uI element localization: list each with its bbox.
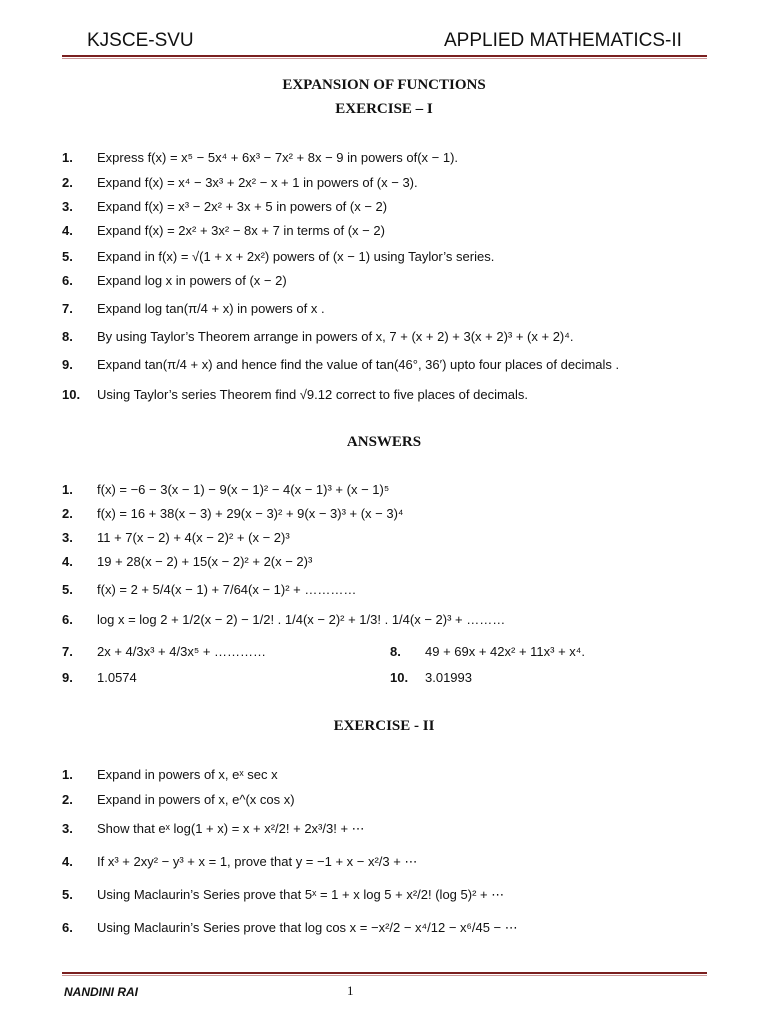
answer-item: 11 + 7(x − 2) + 4(x − 2)² + (x − 2)³: [97, 530, 290, 545]
exercise1-item: Expand f(x) = x⁴ − 3x³ + 2x² − x + 1 in powers of (x − 3).: [97, 175, 418, 190]
answers-title: ANSWERS: [346, 434, 422, 450]
exercise1-item: Expand in f(x) = √(1 + x + 2x²) powers of (x − 1) using Taylor’s series.: [97, 249, 495, 264]
item-number: 6.: [62, 920, 73, 935]
page-title: EXPANSION OF FUNCTIONS: [282, 77, 486, 93]
item-number: 3.: [62, 199, 73, 214]
footer-author: NANDINI RAI: [64, 985, 138, 999]
item-number: 10.: [62, 387, 81, 402]
answer-item: 1.0574: [97, 670, 137, 685]
answer-item: 49 + 69x + 42x² + 11x³ + x⁴.: [425, 644, 585, 659]
item-number: 9.: [62, 670, 73, 685]
answer-item: f(x) = 16 + 38(x − 3) + 29(x − 3)² + 9(x − 3)³ + (x − 3)⁴: [97, 506, 404, 521]
exercise2-item: Expand in powers of x, eˣ sec x: [97, 767, 278, 782]
answer-item: 3.01993: [425, 670, 472, 685]
header-right: APPLIED MATHEMATICS-II: [444, 30, 682, 51]
exercise2-item: Expand in powers of x, e^(x cos x): [97, 792, 295, 807]
item-number: 3.: [62, 530, 73, 545]
item-number: 6.: [62, 612, 73, 627]
exercise2-item: Show that eˣ log(1 + x) = x + x²/2! + 2x³/3! + ⋯: [97, 821, 365, 836]
answer-item: f(x) = 2 + 5/4(x − 1) + 7/64(x − 1)² + …………: [97, 582, 357, 597]
item-number: 9.: [62, 357, 73, 372]
page-number: 1: [347, 983, 354, 998]
answer-item: 19 + 28(x − 2) + 15(x − 2)² + 2(x − 2)³: [97, 554, 313, 569]
exercise1-item: Expand f(x) = 2x² + 3x² − 8x + 7 in terms of (x − 2): [97, 223, 385, 238]
footer-rule: [62, 972, 707, 976]
item-number: 1.: [62, 150, 73, 165]
answer-item: f(x) = −6 − 3(x − 1) − 9(x − 1)² − 4(x − 1)³ + (x − 1)⁵: [97, 482, 390, 497]
answer-item: log x = log 2 + 1/2(x − 2) − 1/2! . 1/4(x − 2)² + 1/3! . 1/4(x − 2)³ + ………: [97, 612, 506, 627]
item-number: 1.: [62, 482, 73, 497]
answer-item: 2x + 4/3x³ + 4/3x⁵ + …………: [97, 644, 267, 659]
exercise2-title: EXERCISE - II: [333, 718, 435, 734]
item-number: 5.: [62, 582, 73, 597]
item-number: 8.: [390, 644, 401, 659]
item-number: 7.: [62, 644, 73, 659]
exercise1-title: EXERCISE – I: [335, 101, 433, 117]
item-number: 6.: [62, 273, 73, 288]
item-number: 4.: [62, 223, 73, 238]
exercise2-item: Using Maclaurin’s Series prove that 5ˣ = 1 + x log 5 + x²/2! (log 5)² + ⋯: [97, 887, 505, 902]
item-number: 8.: [62, 329, 73, 344]
item-number: 10.: [390, 670, 409, 685]
exercise1-item: Expand log tan(π/4 + x) in powers of x .: [97, 301, 325, 316]
item-number: 4.: [62, 854, 73, 869]
exercise1-item: Using Taylor’s series Theorem find √9.12 correct to five places of decimals.: [97, 387, 529, 402]
item-number: 2.: [62, 792, 73, 807]
item-number: 3.: [62, 821, 73, 836]
header-left: KJSCE-SVU: [87, 30, 194, 51]
item-number: 5.: [62, 887, 73, 902]
item-number: 2.: [62, 506, 73, 521]
header-rule: [62, 55, 707, 59]
item-number: 4.: [62, 554, 73, 569]
exercise2-item: Using Maclaurin’s Series prove that log cos x = −x²/2 − x⁴/12 − x⁶/45 − ⋯: [97, 920, 518, 935]
exercise1-item: Expand log x in powers of (x − 2): [97, 273, 287, 288]
exercise1-item: By using Taylor’s Theorem arrange in powers of x, 7 + (x + 2) + 3(x + 2)³ + (x + 2)⁴.: [97, 329, 574, 344]
item-number: 2.: [62, 175, 73, 190]
item-number: 7.: [62, 301, 73, 316]
item-number: 1.: [62, 767, 73, 782]
exercise1-item: Expand f(x) = x³ − 2x² + 3x + 5 in powers of (x − 2): [97, 199, 388, 214]
exercise1-item: Expand tan(π/4 + x) and hence find the value of tan(46°, 36′) upto four places of decimals .: [97, 357, 620, 372]
item-number: 5.: [62, 249, 73, 264]
exercise1-item: Express f(x) = x⁵ − 5x⁴ + 6x³ − 7x² + 8x − 9 in powers of(x − 1).: [97, 150, 459, 165]
exercise2-item: If x³ + 2xy² − y³ + x = 1, prove that y = −1 + x − x²/3 + ⋯: [97, 854, 418, 869]
